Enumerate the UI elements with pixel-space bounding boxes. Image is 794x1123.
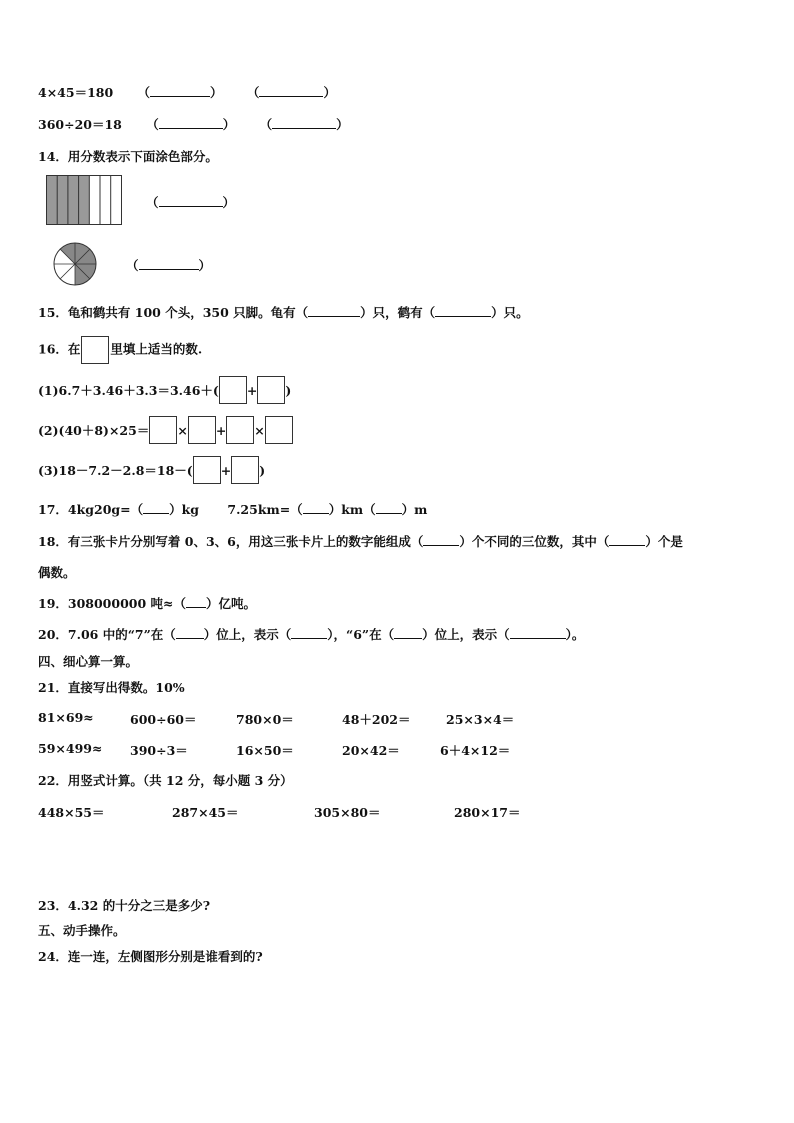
calc-item: 390÷3＝: [130, 743, 188, 758]
question-17: 17．4kg20g=（ ）kg 7.25km=（ ）km（ ）m: [38, 502, 428, 517]
answer-blank[interactable]: [259, 84, 323, 97]
answer-blank[interactable]: [376, 501, 402, 514]
question-24: 24．连一连，左侧图形分别是谁看到的?: [38, 949, 263, 964]
question-15: 15．龟和鹤共有 100 个头，350 只脚。龟有（ ）只，鹤有（ ）只。: [38, 305, 529, 320]
answer-blank[interactable]: [510, 626, 566, 639]
answer-blank[interactable]: [159, 116, 223, 129]
question-14: 14．用分数表示下面涂色部分。: [38, 149, 218, 164]
calc-item: 20×42＝: [342, 743, 400, 758]
question-16-1: (1)6.7＋3.46＋3.3＝3.46＋( + ): [38, 376, 291, 404]
answer-blank[interactable]: [308, 304, 360, 317]
fraction-answer-bar: （ ）: [146, 195, 236, 210]
answer-blank[interactable]: [609, 533, 645, 546]
calc-item: 600÷60＝: [130, 712, 197, 727]
equation-text: 360÷20＝18: [38, 117, 122, 132]
calc-item: 25×3×4＝: [446, 712, 515, 727]
calc-item: 81×69≈: [38, 710, 94, 725]
answer-blank[interactable]: [176, 626, 204, 639]
section-4-heading: 四、细心算一算。: [38, 654, 139, 669]
vertical-calc-item: 305×80＝: [314, 805, 381, 820]
question-20: 20．7.06 中的“7”在（ ）位上，表示（ ），“6”在（ ）位上，表示（ ）。: [38, 627, 585, 642]
answer-box[interactable]: [149, 416, 177, 444]
vertical-calc-item: 448×55＝: [38, 805, 105, 820]
answer-box[interactable]: [188, 416, 216, 444]
answer-blank[interactable]: [423, 533, 459, 546]
answer-blank[interactable]: [435, 304, 491, 317]
answer-box[interactable]: [81, 336, 109, 364]
question-23: 23．4.32 的十分之三是多少?: [38, 898, 211, 913]
question-16-2: (2)(40＋8)×25＝ × + ×: [38, 416, 293, 444]
calc-item: 6＋4×12＝: [440, 743, 511, 758]
answer-blank[interactable]: [186, 595, 206, 608]
answer-blank[interactable]: [150, 84, 210, 97]
answer-blank[interactable]: [272, 116, 336, 129]
answer-box[interactable]: [193, 456, 221, 484]
question-19: 19．308000000 吨≈（ ）亿吨。: [38, 596, 257, 611]
equation-line-1: 4×45＝180 （ ） （ ）: [38, 85, 336, 100]
answer-blank[interactable]: [143, 501, 169, 514]
answer-blank[interactable]: [159, 194, 223, 207]
answer-blank[interactable]: [303, 501, 329, 514]
answer-box[interactable]: [265, 416, 293, 444]
answer-box[interactable]: [226, 416, 254, 444]
answer-box[interactable]: [231, 456, 259, 484]
shaded-bar-figure: [46, 175, 124, 225]
answer-blank[interactable]: [291, 626, 327, 639]
question-21: 21．直接写出得数。10%: [38, 680, 185, 695]
vertical-calc-item: 280×17＝: [454, 805, 521, 820]
equation-line-2: 360÷20＝18 （ ） （ ）: [38, 117, 349, 132]
question-18-cont: 偶数。: [38, 565, 76, 580]
section-5-heading: 五、动手操作。: [38, 923, 126, 938]
calc-item: 780×0＝: [236, 712, 294, 727]
shaded-circle-figure: [53, 242, 97, 286]
answer-box[interactable]: [219, 376, 247, 404]
answer-blank[interactable]: [394, 626, 422, 639]
calc-item: 59×499≈: [38, 741, 103, 756]
question-22: 22．用竖式计算。（共 12 分，每小题 3 分）: [38, 773, 293, 788]
question-16: 16．在 里填上适当的数.: [38, 336, 202, 364]
vertical-calc-item: 287×45＝: [172, 805, 239, 820]
equation-text: 4×45＝180: [38, 85, 114, 100]
question-16-3: (3)18－7.2－2.8＝18－( + ): [38, 456, 265, 484]
fraction-answer-circle: （ ）: [126, 258, 212, 273]
calc-item: 48＋202＝: [342, 712, 411, 727]
calc-item: 16×50＝: [236, 743, 294, 758]
answer-box[interactable]: [257, 376, 285, 404]
answer-blank[interactable]: [139, 257, 199, 270]
question-18: 18．有三张卡片分别写着 0、3、6，用这三张卡片上的数字能组成（ ）个不同的三位数，其中（ ）个是: [38, 534, 683, 549]
